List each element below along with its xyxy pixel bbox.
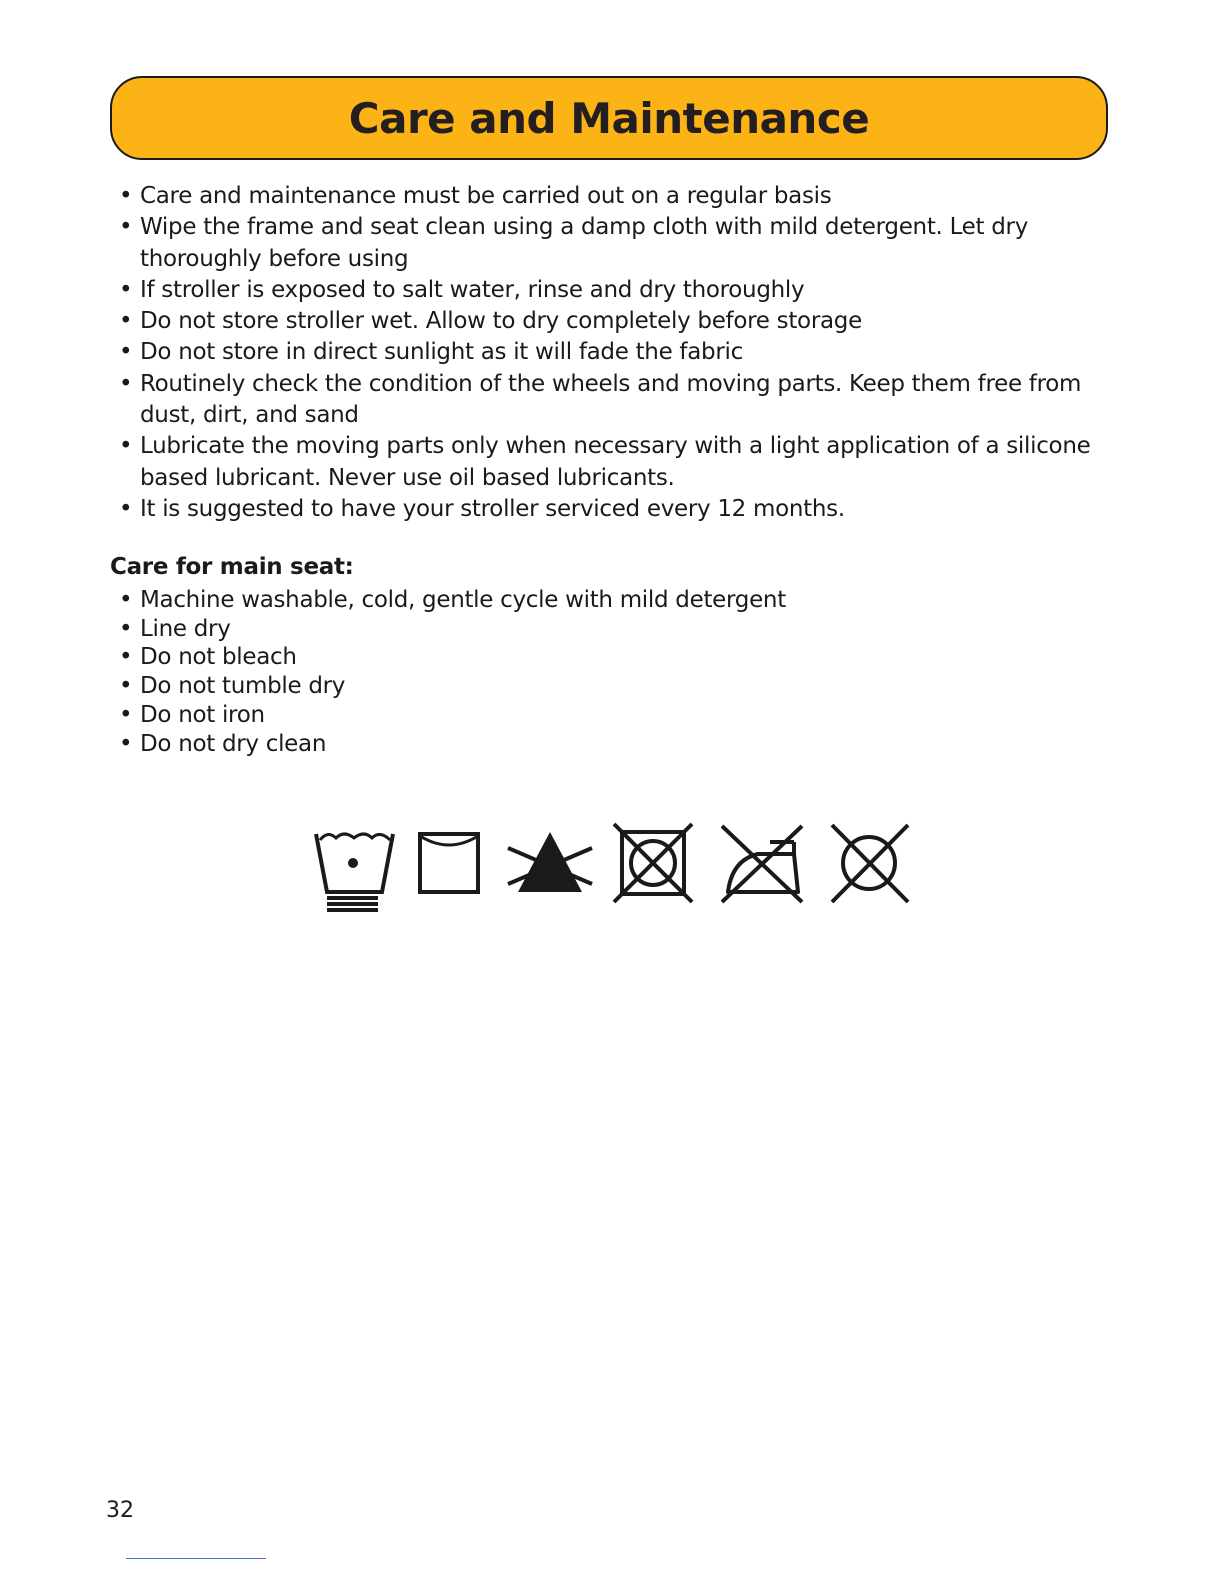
list-item: • Line dry: [140, 615, 1100, 644]
list-item: • It is suggested to have your stroller serviced every 12 months.: [140, 494, 1100, 525]
list-item: • Do not dry clean: [140, 730, 1100, 759]
list-item: • Machine washable, cold, gentle cycle with mild detergent: [140, 586, 1100, 615]
care-symbols: [310, 820, 920, 920]
list-item: • Lubricate the moving parts only when necessary with a light application of a silicone based lubricant. Never use oil based lubricants.: [140, 431, 1100, 494]
line-dry-icon: [420, 834, 478, 892]
machine-wash-cold-gentle-icon: [316, 834, 393, 910]
page-title: Care and Maintenance: [348, 93, 870, 143]
do-not-iron-icon: [722, 826, 802, 902]
list-item: • Wipe the frame and seat clean using a damp cloth with mild detergent. Let dry thoroughly before using: [140, 212, 1100, 275]
main-seat-care-list: [140, 586, 1100, 758]
do-not-tumble-dry-icon: [614, 824, 692, 902]
footer-rule: [126, 1558, 266, 1559]
list-item: • Do not tumble dry: [140, 672, 1100, 701]
general-care-list: [140, 181, 1100, 525]
do-not-dry-clean-icon: [832, 825, 908, 902]
title-banner: [110, 76, 1108, 160]
list-item: • If stroller is exposed to salt water, rinse and dry thoroughly: [140, 275, 1100, 306]
list-item: • Care and maintenance must be carried out on a regular basis: [140, 181, 1100, 212]
list-item: • Do not bleach: [140, 643, 1100, 672]
do-not-bleach-icon: [508, 832, 592, 892]
page-number: 32: [106, 1498, 134, 1523]
main-seat-heading: Care for main seat:: [110, 554, 354, 580]
list-item: • Do not iron: [140, 701, 1100, 730]
list-item: • Routinely check the condition of the wheels and moving parts. Keep them free from dust, dirt, and sand: [140, 369, 1100, 432]
list-item: • Do not store stroller wet. Allow to dry completely before storage: [140, 306, 1100, 337]
list-item: • Do not store in direct sunlight as it will fade the fabric: [140, 337, 1100, 368]
